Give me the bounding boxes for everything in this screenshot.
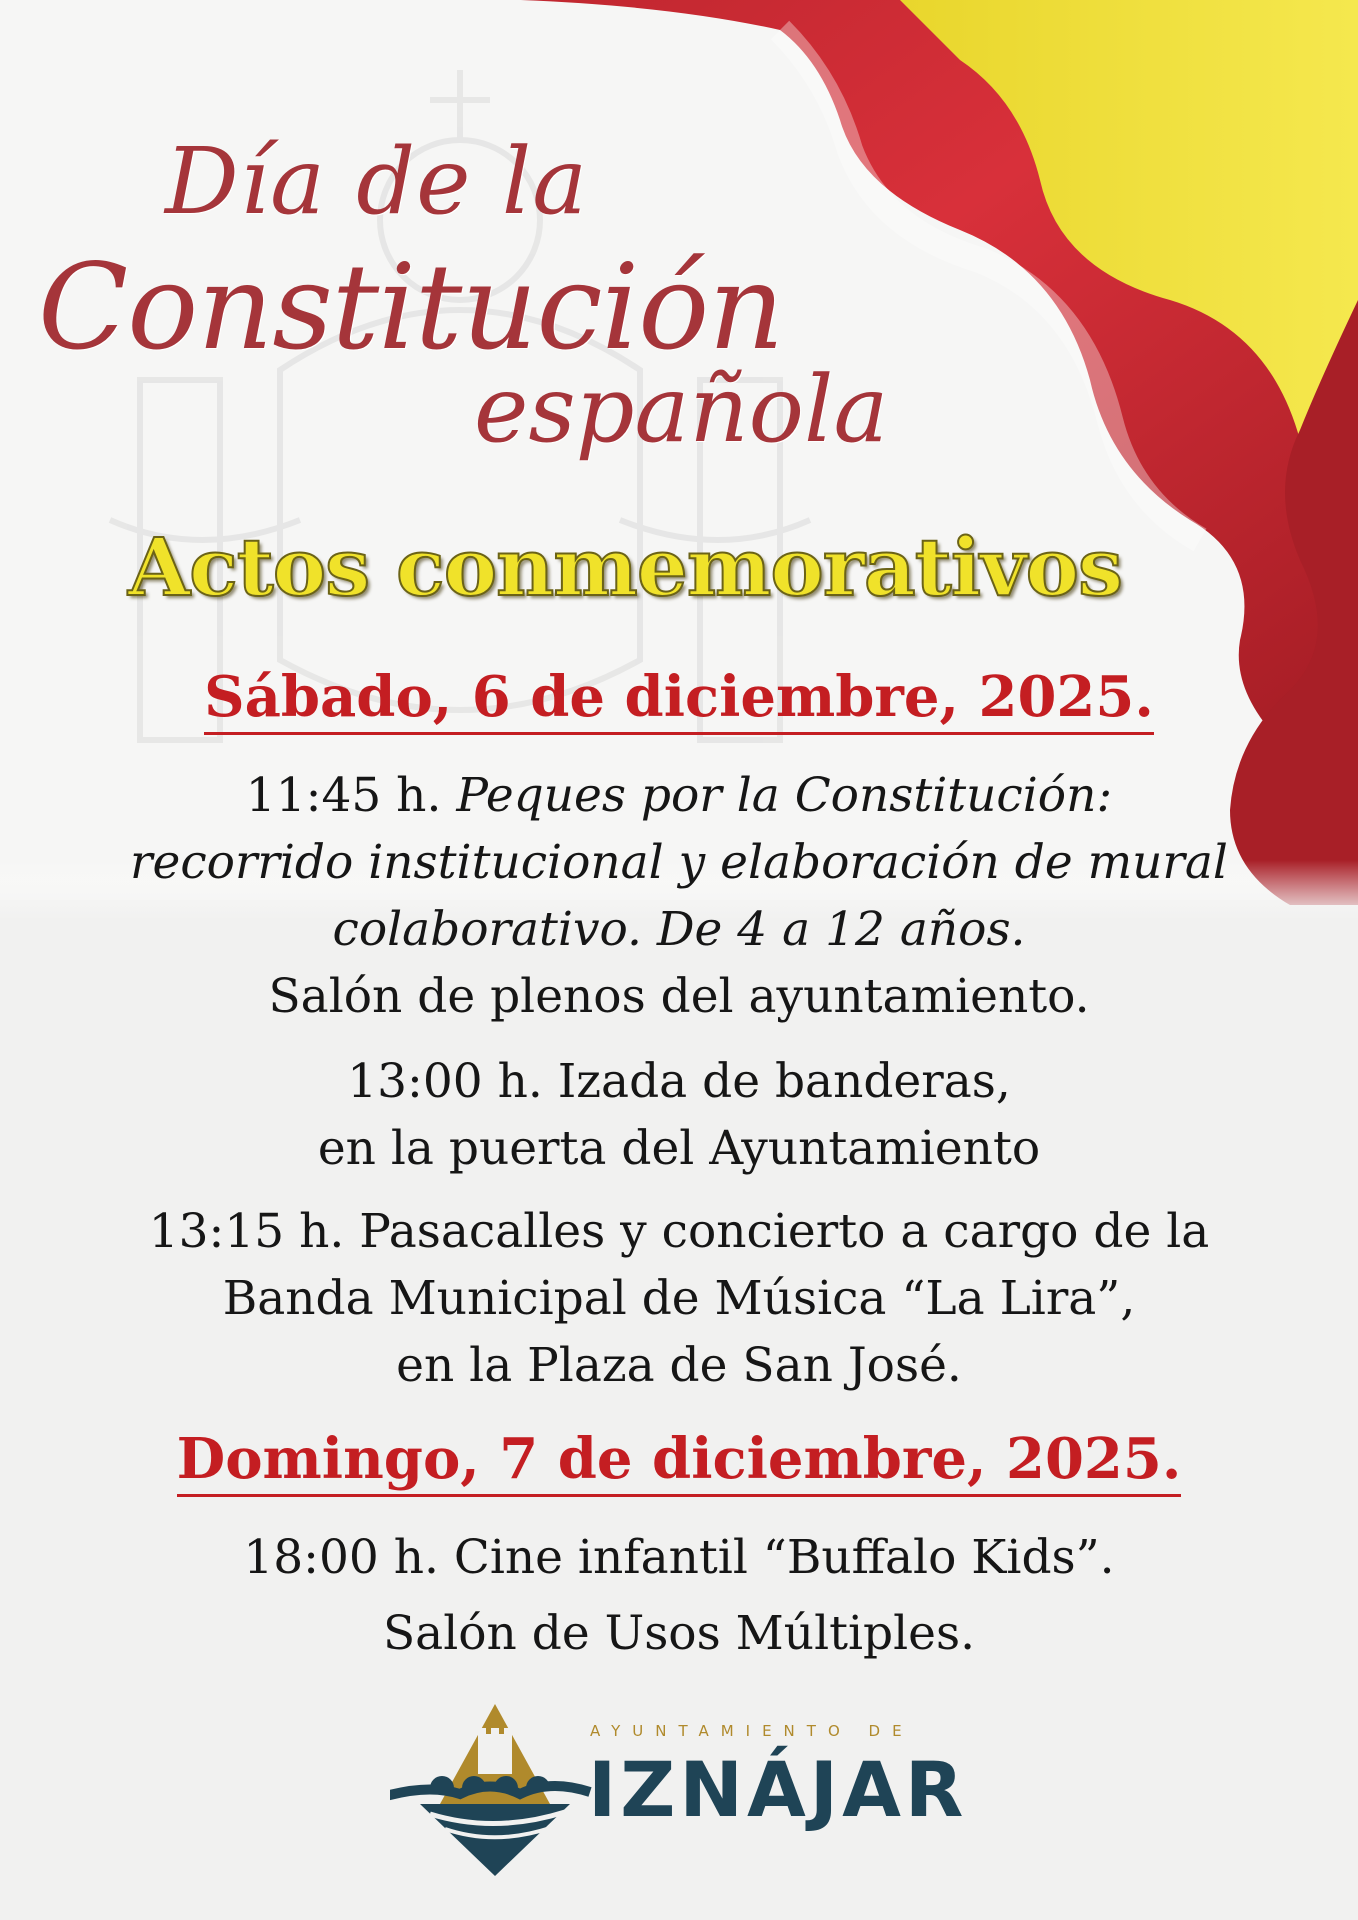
banner-heading: Actos conmemorativos bbox=[128, 520, 1122, 614]
event-line: en la Plaza de San José. bbox=[396, 1338, 962, 1393]
logo-subtitle: AYUNTAMIENTO DE bbox=[590, 1722, 914, 1740]
event-line: 11:45 h. Peques por la Constitución: bbox=[245, 768, 1113, 823]
day-heading-sunday: Domingo, 7 de diciembre, 2025. bbox=[0, 1426, 1358, 1492]
event-line: Salón de plenos del ayuntamiento. bbox=[268, 969, 1090, 1024]
event-line: Salón de Usos Múltiples. bbox=[382, 1606, 976, 1661]
title-line-2: Constitución bbox=[38, 238, 784, 376]
event-line: recorrido institucional y elaboración de mural bbox=[130, 835, 1228, 890]
day-heading-saturday: Sábado, 6 de diciembre, 2025. bbox=[0, 664, 1358, 730]
event-line: 13:15 h. Pasacalles y concierto a cargo de la bbox=[148, 1204, 1210, 1259]
event-line: 13:00 h. Izada de banderas, bbox=[347, 1054, 1011, 1109]
event-line: colaborativo. De 4 a 12 años. bbox=[332, 902, 1026, 957]
title-line-1: Día de la bbox=[165, 128, 589, 235]
event-line: 18:00 h. Cine infantil “Buffalo Kids”. bbox=[243, 1530, 1115, 1585]
event-line: Banda Municipal de Música “La Lira”, bbox=[222, 1271, 1136, 1326]
event-line: en la puerta del Ayuntamiento bbox=[317, 1121, 1041, 1176]
logo-name: IZNÁJAR bbox=[588, 1745, 968, 1834]
title-line-3: española bbox=[474, 356, 889, 463]
